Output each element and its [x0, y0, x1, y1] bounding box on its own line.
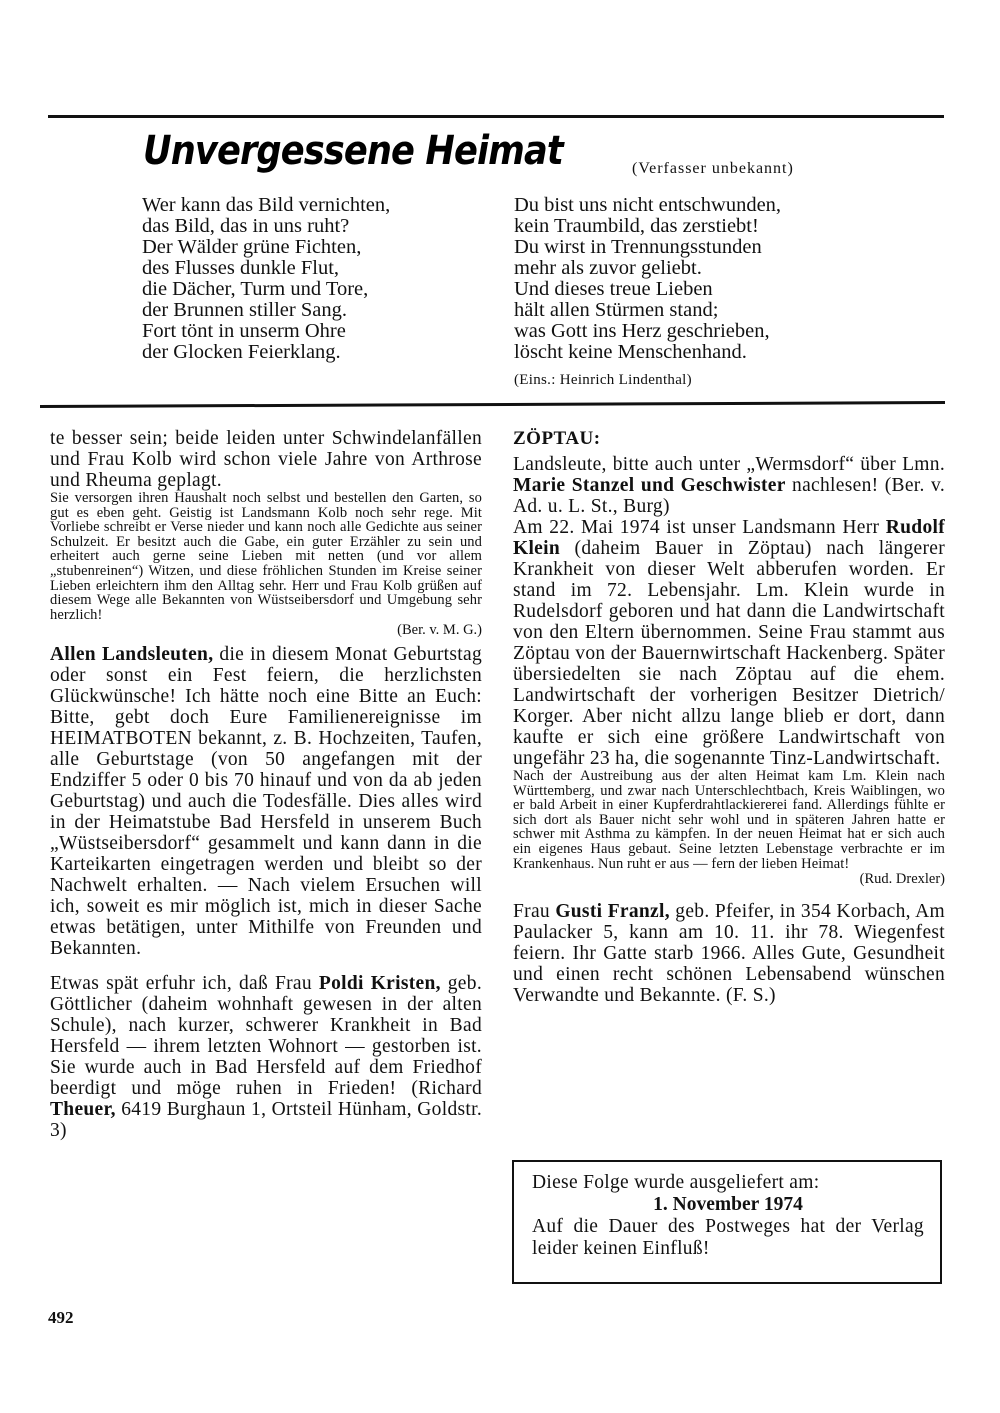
kolb-small-paragraph: Sie versorgen ihren Haushalt noch selbst und bestellen den Garten, so gut es eben geht. Geistig ist Landsmann Kolb noch sehr rege. Mit Vorliebe schreibt er Verse nieder und kann noch alle Gedichte aus seiner Schulzeit. Er besitzt auch die Gabe, ein guter Erzähler zu sein und erheitert auch gerne seine Lieben mit netten (und vor allem „stubenreinen“) Witzen, und diese fröhlichen Stunden im Kreise seiner Lieben erleichtern ihm den Alltag sehr. Herr und Frau Kolb grüßen auf diesem Wege alle Bekannten von Wüstseibersdorf und Umgebung sehr herzlich! [50, 490, 482, 623]
kolb-signature: (Ber. v. M. G.) [397, 622, 482, 639]
poem-line: hält allen Stürmen stand; [514, 299, 719, 321]
poem-line: die Dächer, Turm und Tore, [142, 278, 369, 300]
klein-text: Am 22. Mai 1974 ist unser Landsmann Herr [513, 517, 886, 538]
poem-line: Wer kann das Bild vernichten, [142, 194, 391, 216]
poem-line: das Bild, das in uns ruht? [142, 215, 350, 237]
kolb-small-text [50, 491, 482, 622]
section-rule [40, 401, 945, 408]
kolb-article [50, 428, 482, 491]
klein-small-text [513, 769, 945, 871]
kolb-paragraph: te besser sein; beide leiden unter Schwindelanfällen und Frau Kolb wird schon viele Jahre von Arthrose und Rheuma geplagt. [50, 428, 482, 491]
klein-text: (daheim Bauer in Zöptau) nach längerer Krankheit von dieser Welt abberufen worden. Er stand im 72. Lebensjahr. Lm. Klein wurde in Rudelsdorf geboren und hat dann die Landwirtschaft von den Eltern übernommen. Seine Frau stammt aus Zöptau von der Bauernwirtschaft Hackenberg. Später übersiedelten sie nach Zöptau auf die ehem. Landwirtschaft der vorherigen Besitzer Dietrich/ Korger. Aber nicht allzu lange blieb er dort, dann kaufte er sich eine größere Landwirtschaft von ungefähr 23 ha, die sogenannte Tinz-Landwirtschaft. [513, 538, 945, 769]
poem-line: Der Wälder grüne Fichten, [142, 236, 362, 258]
landsleute-article [50, 644, 482, 959]
theuer-name: Theuer, [50, 1099, 116, 1121]
kristen-text: Etwas spät erfuhr ich, daß Frau [50, 973, 319, 995]
stanzel-article [513, 454, 945, 769]
delivery-notice-box [512, 1160, 942, 1284]
poem-line: Und dieses treue Lieben [514, 278, 713, 300]
stanzel-text: Landsleute, bitte auch unter „Wermsdorf“ über Lmn. [513, 454, 945, 475]
landsleute-bold: Allen Landsleuten, [50, 644, 214, 666]
notice-line: Diese Folge wurde ausgeliefert am: [532, 1172, 820, 1193]
stanzel-text: nachlesen! (Ber. v. Ad. u. L. St., Burg) [513, 475, 945, 517]
franzl-article [513, 901, 945, 1006]
section-heading-zoeptau: ZÖPTAU: [513, 428, 601, 449]
kristen-article [50, 973, 482, 1141]
poem-line: Du wirst in Trennungsstunden [514, 236, 762, 258]
klein-small-paragraph: Nach der Austreibung aus der alten Heimat kam Lm. Klein nach Württemberg, und zwar nach Unterschlechtbach, Kreis Waiblingen, wo er bald Arbeit in einer Kupferdrahtlackiererei fand. Allerdings fühlte er sich dort als Bauer nicht sehr wohl und in späteren Jahren hatte er schwer mit Asthma zu kämpfen. In der neuen Heimat hat er sich auch ein eigenes Haus gebaut. Seine letzten Lebenstage verbrachte er im Krankenhaus. Nun ruht er aus — fern der lieben Heimat! [513, 768, 945, 872]
franzl-name: Gusti Franzl, [555, 901, 670, 923]
poem-title: Unvergessene Heimat [143, 128, 563, 174]
notice-date: 1. November 1974 [653, 1194, 803, 1215]
right-column [513, 428, 945, 1006]
kristen-text: geb. Göttlicher (daheim wohnhaft gewesen in der alten Schule), nach kurzer, schwerer Krankheit in Bad Hersfeld — ihrem letzten Wohnort — gestorben ist. Sie wurde auch in Bad Hersfeld auf dem Friedhof beerdigt und möge ruhen in Frieden! (Richard [50, 973, 482, 1100]
klein-signature: (Rud. Drexler) [859, 871, 945, 888]
poem-stanza-right [514, 195, 781, 391]
poem-line: der Brunnen stiller Sang. [142, 299, 347, 321]
poem-author: (Verfasser unbekannt) [632, 160, 794, 177]
poem-line: was Gott ins Herz geschrieben, [514, 320, 770, 342]
page-number: 492 [48, 1308, 74, 1327]
poem-line: des Flusses dunkle Flut, [142, 257, 340, 279]
poem-line: der Glocken Feierklang. [142, 341, 341, 363]
left-column [50, 428, 482, 1141]
poem-credit: (Eins.: Heinrich Lindenthal) [514, 372, 692, 388]
kristen-text: 6419 Burghaun 1, Ortsteil Hünham, Goldstr. 3) [50, 1099, 482, 1142]
franzl-text: Frau [513, 901, 556, 923]
stanzel-name: Marie Stanzel und Geschwister [513, 475, 786, 496]
poem-stanza-left [142, 195, 390, 363]
franzl-text: geb. Pfeifer, in 354 Korbach, Am Paulacker 5, kann am 10. 11. ihr 78. Wiegenfest feiern. Ihr Gatte starb 1966. Alles Gute, Gesundheit und einen recht schönen Lebensabend wünschen Verwandte und Bekannte. (F. S.) [513, 901, 945, 1007]
poem-line: Du bist uns nicht entschwunden, [514, 194, 782, 216]
poem-line: Fort tönt in unserm Ohre [142, 320, 346, 342]
poem-line: löscht keine Menschenhand. [514, 341, 747, 363]
top-rule [48, 115, 944, 118]
landsleute-text: die in diesem Monat Geburtstag oder sonst ein Fest feiern, die herzlichsten Glückwünsche! Ich hätte noch eine Bitte an Euch: Bitte, gebt doch Eure Familienereignisse im HEIMATBOTEN bekannt, z. B. Hochzeiten, Taufen, alle Geburtstage (von 50 angefangen mit der Endziffer 5 oder 0 bis 70 hinauf und von da ab jeden Geburtstag) und auch die Todesfälle. Dies alles wird in der Heimatstube Bad Hersfeld in unserem Buch „Wüstseibersdorf“ gesammelt und kann dann in die Karteikarten eingetragen werden und bleibt so der Nachwelt erhalten. — Nach vielem Ersuchen will ich, soweit es mir möglich ist, mich in dieser Sache etwas betätigen, unter Mithilfe von Freunden und Bekannten. [50, 644, 483, 960]
poem-line: mehr als zuvor geliebt. [514, 257, 702, 279]
kristen-name: Poldi Kristen, [318, 973, 441, 995]
notice-line: Auf die Dauer des Postweges hat der Verlag leider keinen Einfluß! [532, 1216, 924, 1259]
klein-name: Rudolf Klein [513, 517, 945, 559]
poem-line: kein Traumbild, das zerstiebt! [514, 215, 759, 237]
